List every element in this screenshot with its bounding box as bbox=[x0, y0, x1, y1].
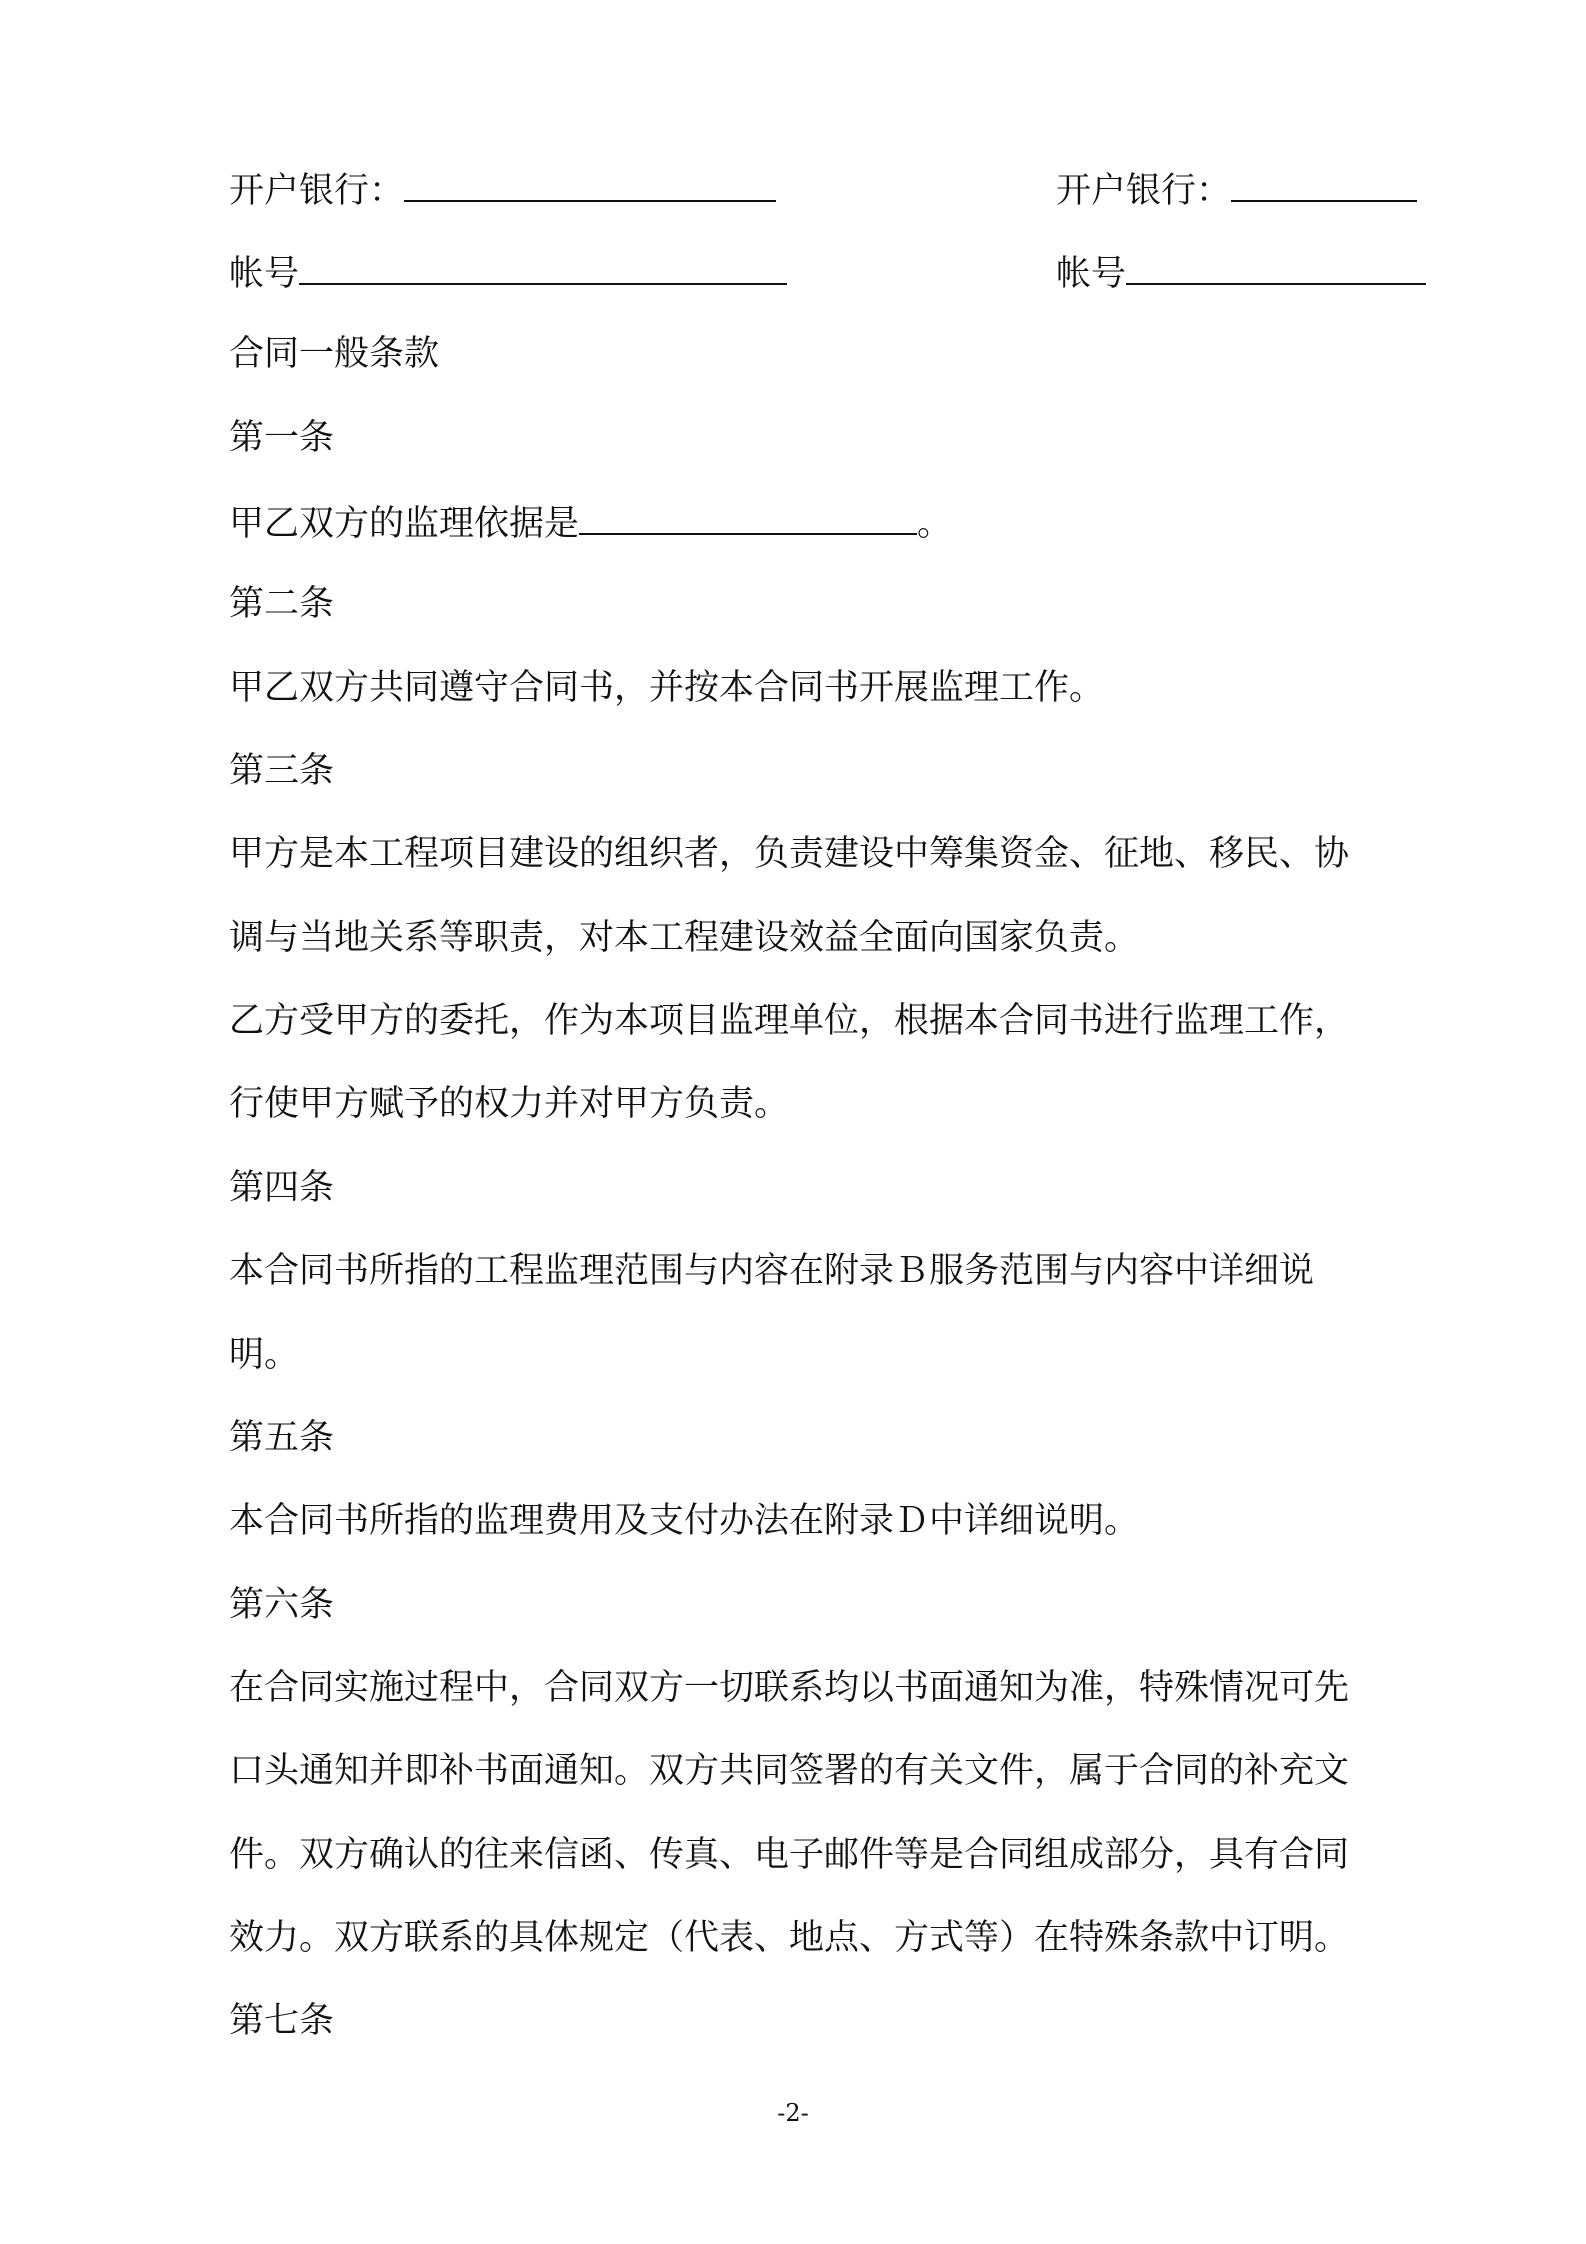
bank-right-row bbox=[1056, 164, 1417, 215]
article-6-line-1: 在合同实施过程中，合同双方一切联系均以书面通知为准，特殊情况可先 bbox=[229, 1668, 1350, 1708]
bank-right-blank[interactable] bbox=[1231, 164, 1417, 202]
article-5-title: 第五条 bbox=[229, 1418, 335, 1458]
bank-left-blank[interactable] bbox=[404, 164, 776, 202]
supervision-basis-blank[interactable] bbox=[579, 497, 917, 535]
bank-left-label: 开户银行： bbox=[229, 171, 405, 211]
article-1-text-before: 甲乙双方的监理依据是 bbox=[229, 504, 580, 544]
bank-right-label: 开户银行： bbox=[1056, 171, 1232, 211]
article-4-title: 第四条 bbox=[229, 1168, 335, 1208]
article-7-title: 第七条 bbox=[229, 2001, 335, 2041]
account-left-row bbox=[229, 247, 787, 298]
article-1-text-after: 。 bbox=[917, 504, 953, 544]
article-6-line-2: 口头通知并即补书面通知。双方共同签署的有关文件，属于合同的补充文 bbox=[229, 1751, 1350, 1791]
article-6-title: 第六条 bbox=[229, 1585, 335, 1625]
article-2-text: 甲乙双方共同遵守合同书，并按本合同书开展监理工作。 bbox=[229, 668, 1105, 708]
section-heading: 合同一般条款 bbox=[229, 334, 440, 374]
article-3-title: 第三条 bbox=[229, 751, 335, 791]
article-3-para-1-line-1: 甲方是本工程项目建设的组织者，负责建设中筹集资金、征地、移民、协 bbox=[229, 834, 1350, 874]
article-3-para-1-line-2: 调与当地关系等职责，对本工程建设效益全面向国家负责。 bbox=[229, 918, 1140, 958]
article-2-title: 第二条 bbox=[229, 584, 335, 624]
account-right-row bbox=[1056, 247, 1426, 298]
bank-left-row bbox=[229, 164, 776, 215]
account-left-label: 帐号 bbox=[229, 254, 300, 294]
account-right-blank[interactable] bbox=[1126, 247, 1426, 285]
article-6-line-3: 件。双方确认的往来信函、传真、电子邮件等是合同组成部分，具有合同 bbox=[229, 1835, 1350, 1875]
account-right-label: 帐号 bbox=[1056, 254, 1127, 294]
page-number: -2- bbox=[777, 2099, 809, 2127]
article-3-para-2-line-1: 乙方受甲方的委托，作为本项目监理单位，根据本合同书进行监理工作， bbox=[229, 1001, 1350, 1041]
article-4-line-1: 本合同书所指的工程监理范围与内容在附录Ｂ服务范围与内容中详细说 bbox=[229, 1251, 1315, 1291]
article-6-line-4: 效力。双方联系的具体规定（代表、地点、方式等）在特殊条款中订明。 bbox=[229, 1918, 1350, 1958]
article-1-text bbox=[229, 497, 952, 548]
article-1-title: 第一条 bbox=[229, 418, 335, 458]
account-left-blank[interactable] bbox=[299, 247, 787, 285]
article-4-line-2: 明。 bbox=[229, 1335, 300, 1375]
article-5-text: 本合同书所指的监理费用及支付办法在附录Ｄ中详细说明。 bbox=[229, 1501, 1140, 1541]
article-3-para-2-line-2: 行使甲方赋予的权力并对甲方负责。 bbox=[229, 1084, 790, 1124]
